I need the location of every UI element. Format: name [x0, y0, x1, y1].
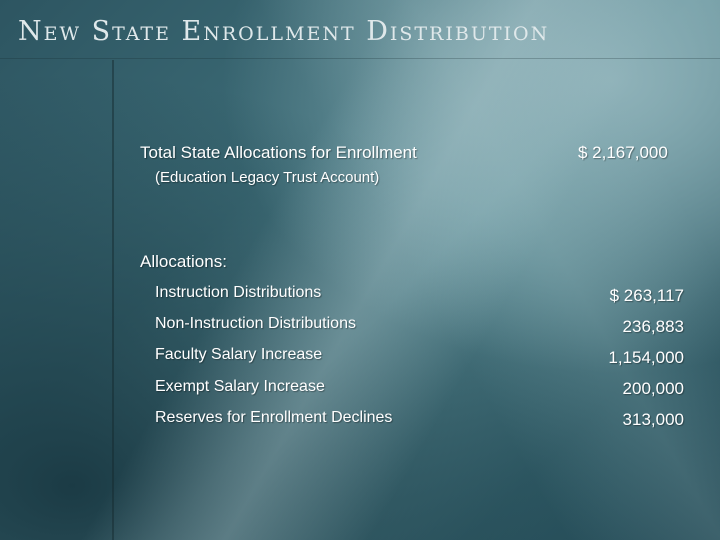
total-allocations-label: Total State Allocations for Enrollment [140, 143, 417, 162]
total-allocations-amount: $ 2,167,000 [578, 143, 668, 162]
allocation-label-non-instruction: Non-Instruction Distributions [155, 315, 356, 332]
slide-title: New State Enrollment Distribution [18, 16, 550, 47]
allocation-amount-exempt-salary: 200,000 [622, 379, 684, 398]
frame-divider-left [112, 60, 114, 540]
allocation-label-reserves: Reserves for Enrollment Declines [155, 409, 393, 426]
allocation-amount-faculty-salary: 1,154,000 [608, 348, 684, 367]
total-allocations-sublabel: (Education Legacy Trust Account) [155, 169, 380, 186]
allocation-label-exempt-salary: Exempt Salary Increase [155, 378, 325, 395]
allocation-label-faculty-salary: Faculty Salary Increase [155, 346, 323, 363]
allocation-label-instruction: Instruction Distributions [155, 284, 322, 301]
allocation-amount-instruction: $ 263,117 [609, 286, 684, 305]
allocations-heading: Allocations: [140, 252, 227, 271]
allocation-amount-reserves: 313,000 [622, 410, 684, 429]
allocation-amount-non-instruction: 236,883 [622, 317, 684, 336]
frame-divider-top [0, 58, 720, 59]
